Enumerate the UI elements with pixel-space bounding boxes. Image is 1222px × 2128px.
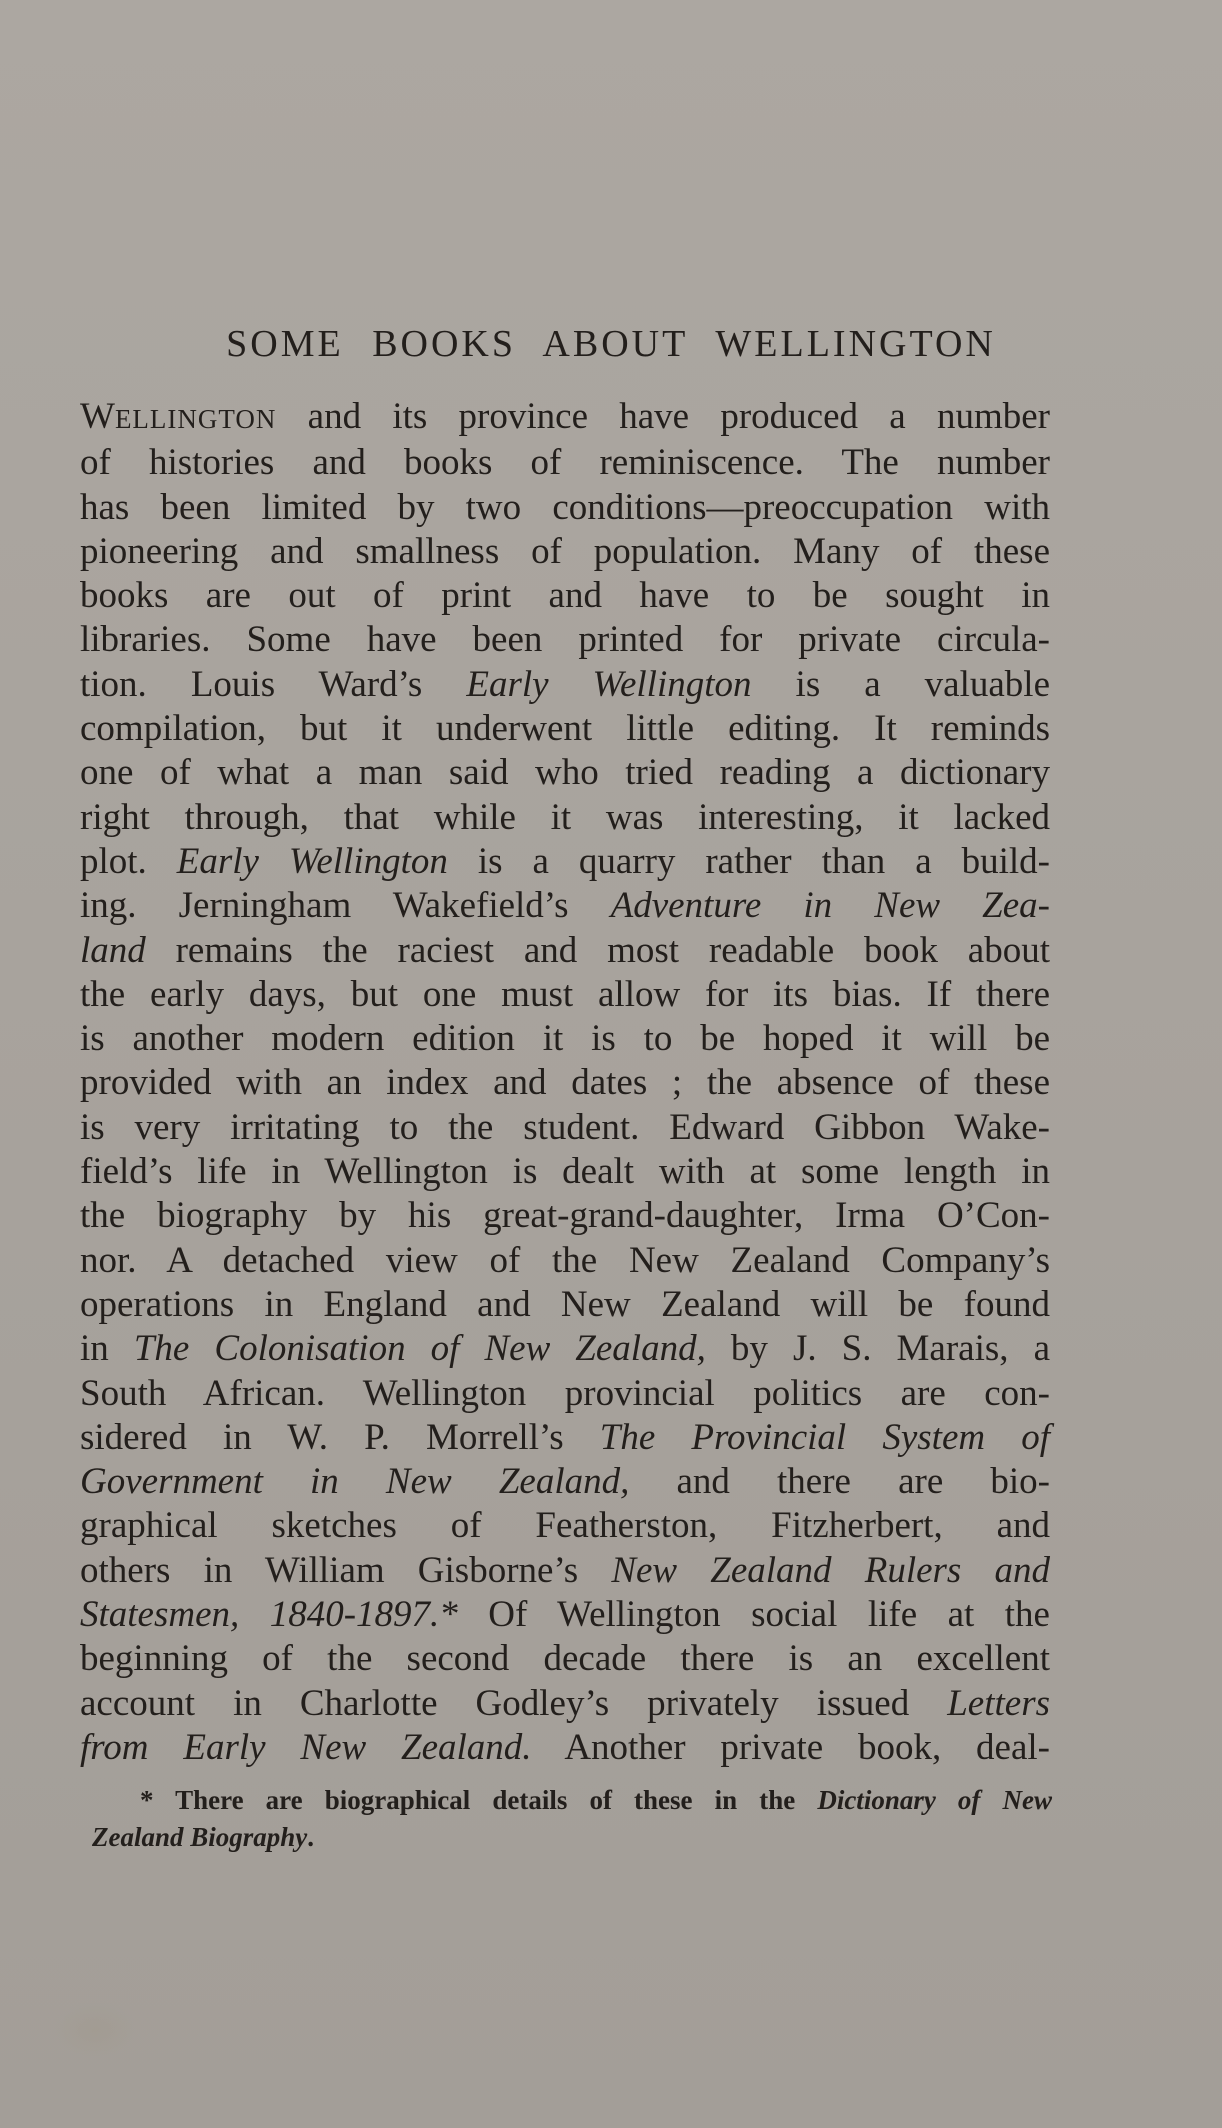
book-title: land (80, 929, 146, 971)
text-line: libraries. Some have been printed for private circula- (80, 619, 1050, 661)
text-line: nor. A detached view of the New Zealand Company’s (80, 1239, 1050, 1281)
text-line: field’s life in Wellington is dealt with at some length in (80, 1151, 1050, 1193)
text-line (80, 395, 1050, 441)
book-title: Government in New Zealand, (80, 1461, 630, 1503)
text-line: the biography by his great-grand-daughter, Irma O’Con- (80, 1195, 1050, 1237)
text-line: South African. Wellington provincial politics are con- (80, 1372, 1050, 1414)
text-segment: . (307, 1822, 315, 1852)
text-line: books are out of print and have to be sought in (80, 575, 1050, 617)
text-line (80, 1327, 1050, 1371)
text-line: one of what a man said who tried reading a dictionary (80, 752, 1050, 794)
paper-stain (50, 2000, 140, 2060)
text-line: compilation, but it underwent little editing. It reminds (80, 708, 1050, 750)
text-line: beginning of the second decade there is an excellent (80, 1638, 1050, 1680)
text-line (80, 1549, 1050, 1593)
text-line (80, 1593, 1050, 1637)
text-segment: Of Wellington social life at the (457, 1594, 1050, 1636)
text-line: pioneering and smallness of population. Many of these (80, 530, 1050, 572)
text-segment: remains the raciest and most readable book about (145, 929, 1050, 971)
text-segment: in (80, 1328, 134, 1370)
drop-initial: W (80, 396, 115, 437)
small-caps-word: ELLINGTON (114, 404, 277, 434)
text-segment: plot. (80, 840, 177, 882)
text-line (80, 929, 1050, 973)
book-title: Early Wellington (176, 840, 448, 882)
book-title: Dictionary of New (817, 1785, 1052, 1815)
book-title: Letters (947, 1682, 1050, 1724)
text-line: is very irritating to the student. Edward Gibbon Wake- (80, 1106, 1050, 1148)
book-title: from Early New Zealand. (80, 1726, 532, 1768)
text-line (80, 1726, 1050, 1770)
text-segment: and its province have produced a number (276, 396, 1050, 437)
text-line (80, 1682, 1050, 1726)
page-title: SOME BOOKS ABOUT WELLINGTON (226, 323, 996, 365)
text-line: has been limited by two conditions—preoccupation with (80, 486, 1050, 528)
text-segment: * There are biographical details of these in the (140, 1785, 818, 1815)
text-segment: ing. Jerningham Wakefield’s (80, 885, 611, 927)
text-line (80, 1416, 1050, 1460)
text-line: of histories and books of reminiscence. The number (80, 442, 1050, 484)
text-segment: account in Charlotte Godley’s privately issued (80, 1682, 948, 1724)
footnote-line (92, 1819, 1052, 1856)
book-title: Zealand Biography (92, 1822, 308, 1852)
book-title: The Provincial System of (599, 1416, 1050, 1458)
text-line (80, 840, 1050, 884)
text-line (80, 884, 1050, 928)
book-title: The Colonisation of New Zealand, (133, 1328, 706, 1370)
footnote-line (92, 1782, 1052, 1819)
book-title: Statesmen, 1840-1897.* (80, 1594, 458, 1636)
text-line: provided with an index and dates ; the absence of these (80, 1062, 1050, 1104)
text-segment: tion. Louis Ward’s (80, 663, 467, 705)
book-title: Adventure in New Zea- (610, 885, 1050, 927)
text-line: is another modern edition it is to be hoped it will be (80, 1018, 1050, 1060)
text-segment: by J. S. Marais, a (705, 1328, 1050, 1370)
book-title: New Zealand Rulers and (611, 1549, 1050, 1591)
text-segment: is a valuable (751, 663, 1050, 705)
text-segment: Another private book, deal- (531, 1726, 1051, 1768)
text-line (80, 1460, 1050, 1504)
text-line (80, 663, 1050, 707)
footnote (92, 1782, 1052, 1856)
text-segment: is a quarry rather than a build- (447, 840, 1050, 882)
text-segment: sidered in W. P. Morrell’s (80, 1416, 600, 1458)
text-segment: others in William Gisborne’s (80, 1549, 612, 1591)
text-line: graphical sketches of Featherston, Fitzherbert, and (80, 1505, 1050, 1547)
body-text (80, 395, 1050, 1770)
book-title: Early Wellington (466, 663, 752, 705)
text-line: operations in England and New Zealand will be found (80, 1283, 1050, 1325)
text-line: the early days, but one must allow for its bias. If there (80, 973, 1050, 1015)
text-segment: and there are bio- (629, 1461, 1050, 1503)
text-line: right through, that while it was interesting, it lacked (80, 796, 1050, 838)
